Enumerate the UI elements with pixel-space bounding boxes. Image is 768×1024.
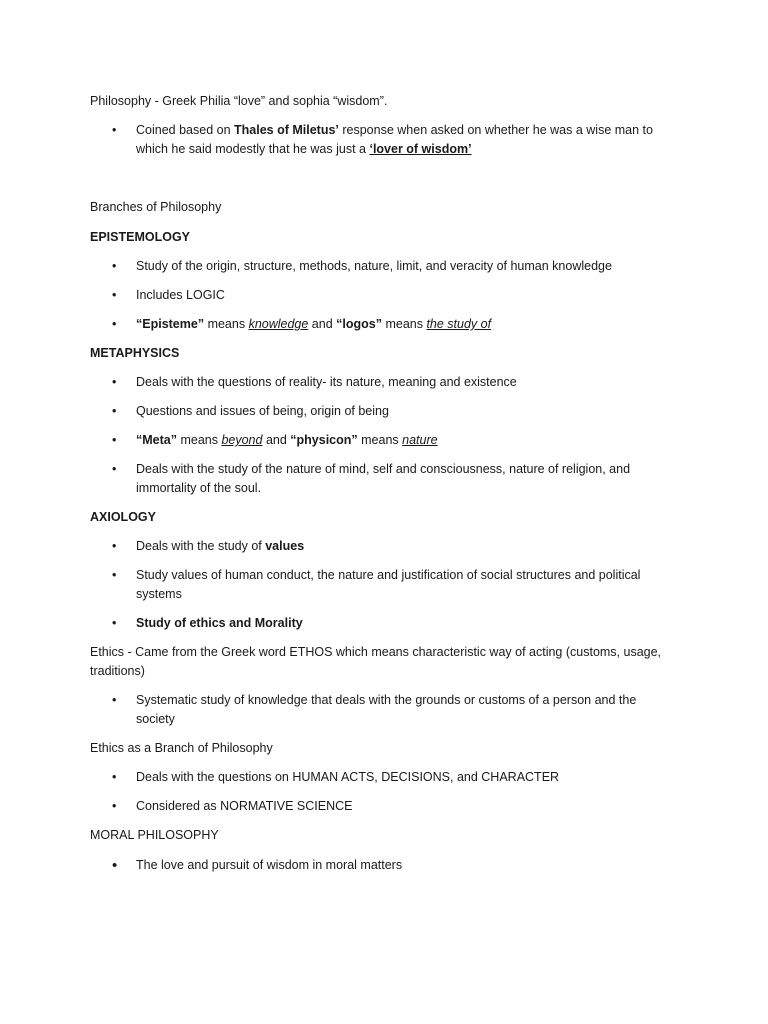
- axiology-heading: AXIOLOGY: [90, 510, 156, 524]
- bullet-icon: •: [112, 616, 117, 630]
- bullet-text: Questions and issues of being, origin of being: [136, 404, 389, 418]
- bullet-text: Deals with the study of values: [136, 539, 305, 553]
- metaphysics-heading: METAPHYSICS: [90, 346, 180, 360]
- bullet-icon: •: [112, 462, 117, 476]
- moral-philosophy-heading: MORAL PHILOSOPHY: [90, 828, 219, 842]
- bullet-text: Includes LOGIC: [136, 288, 225, 302]
- bullet-icon: •: [112, 317, 117, 331]
- bullet-icon: •: [112, 123, 117, 137]
- bullet-icon: •: [112, 568, 117, 582]
- intro-bullet-text: Coined based on Thales of Miletus’ response when asked on whether he was a wise man to which he said modestly that he was just a ‘lover of wisdom’: [136, 123, 653, 156]
- bullet-icon: •: [112, 375, 117, 389]
- bullet-text: The love and pursuit of wisdom in moral matters: [136, 858, 403, 872]
- branches-title: Branches of Philosophy: [90, 200, 222, 214]
- intro-line: Philosophy - Greek Philia “love” and sophia “wisdom”.: [90, 94, 388, 108]
- bullet-icon: •: [112, 404, 117, 418]
- bullet-text: Study values of human conduct, the nature and justification of social structures and political systems: [136, 568, 641, 601]
- bullet-text: Systematic study of knowledge that deals with the grounds or customs of a person and the society: [136, 693, 637, 726]
- bullet-icon: •: [112, 857, 118, 874]
- bullet-icon: •: [112, 770, 117, 784]
- bullet-icon: •: [112, 799, 117, 813]
- bullet-icon: •: [112, 433, 117, 447]
- ethics-branch-title: Ethics as a Branch of Philosophy: [90, 741, 273, 755]
- bullet-icon: •: [112, 259, 117, 273]
- bullet-icon: •: [112, 539, 117, 553]
- epistemology-heading: EPISTEMOLOGY: [90, 230, 191, 244]
- bullet-text: “Episteme” means knowledge and “logos” means the study of: [136, 317, 492, 331]
- bullet-icon: •: [112, 288, 117, 302]
- bullet-icon: •: [112, 693, 117, 707]
- bullet-text: Study of ethics and Morality: [136, 616, 303, 630]
- bullet-text: Deals with the questions of reality- its nature, meaning and existence: [136, 375, 517, 389]
- bullet-text: Deals with the study of the nature of mind, self and consciousness, nature of religion, and immortality of the soul.: [136, 462, 631, 495]
- bullet-text: Deals with the questions on HUMAN ACTS, DECISIONS, and CHARACTER: [136, 770, 560, 784]
- ethics-line: Ethics - Came from the Greek word ETHOS which means characteristic way of acting (customs, usage, traditions): [90, 645, 662, 678]
- bullet-text: Considered as NORMATIVE SCIENCE: [136, 799, 353, 813]
- bullet-text: “Meta” means beyond and “physicon” means nature: [136, 433, 438, 447]
- bullet-text: Study of the origin, structure, methods, nature, limit, and veracity of human knowledge: [136, 259, 612, 273]
